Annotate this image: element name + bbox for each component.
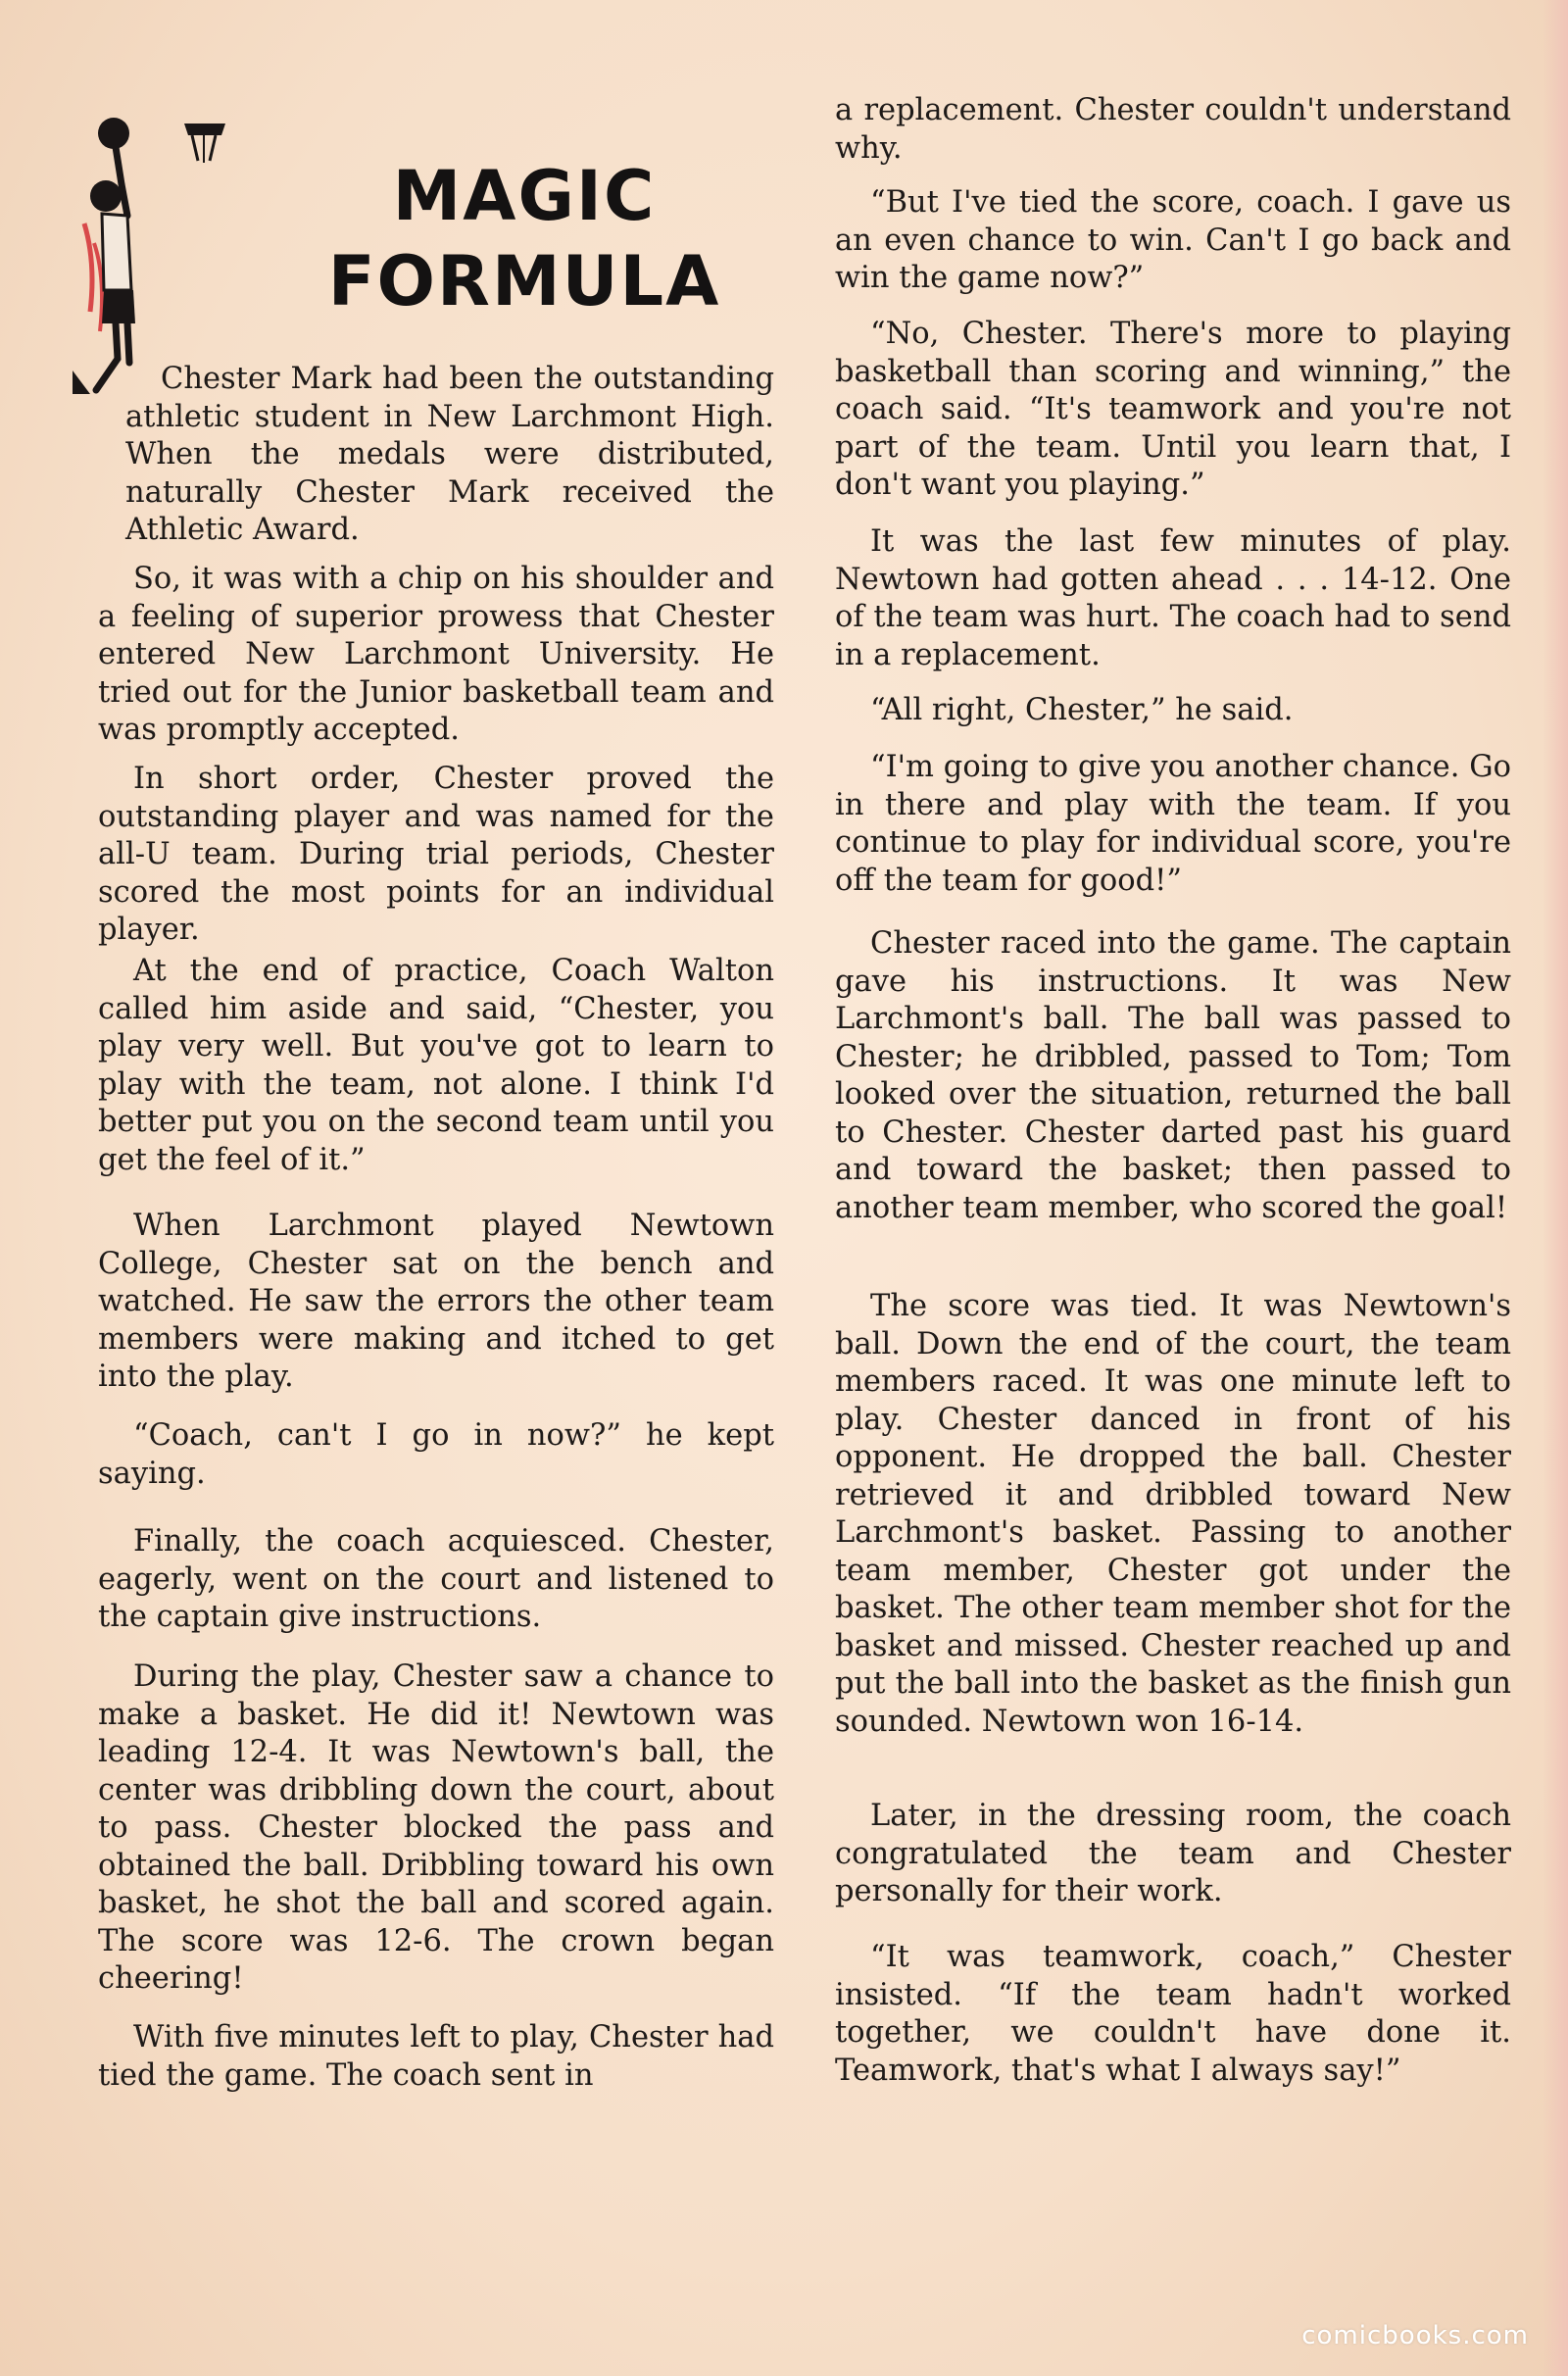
paragraph: “It was teamwork, coach,” Chester insisted. “If the team hadn't worked together, we couldn't have done it. Teamwork, that's what I always say!” xyxy=(835,1940,1511,2088)
paragraph: “I'm going to give you another chance. Go in there and play with the team. If you continue to play for individual score, you're off the team for good!” xyxy=(835,750,1511,898)
watermark: comicbooks.com xyxy=(1301,2321,1529,2351)
paragraph: “But I've tied the score, coach. I gave us an even chance to win. Can't I go back and win the game now?” xyxy=(835,185,1511,295)
paragraph: Chester raced into the game. The captain gave his instructions. It was New Larchmont's ball. The ball was passed to Chester; he dribbled, passed to Tom; Tom looked over the situation, returned the ball to Chester. Chester darted past his guard and toward the basket; then passed to another team member, who scored the goal! xyxy=(835,926,1511,1225)
paragraph: a replacement. Chester couldn't understand why. xyxy=(835,93,1511,166)
paragraph: So, it was with a chip on his shoulder and a feeling of superior prowess that Chester entered New Larchmont University. He tried out for the Junior basketball team and was promptly accepted. xyxy=(98,562,774,747)
paragraph: “No, Chester. There's more to playing basketball than scoring and winning,” the coach said. “It's teamwork and you're not part of the team. Until you learn that, I don't want you playing.” xyxy=(835,317,1511,502)
paragraph: In short order, Chester proved the outstanding player and was named for the all-U team. During trial periods, Chester scored the most points for an individual player. xyxy=(98,762,774,947)
page-title-line-2: FORMULA xyxy=(327,241,721,322)
paragraph: Chester Mark had been the outstanding athletic student in New Larchmont High. When the medals were distributed, naturally Chester Mark received the Athletic Award. xyxy=(125,362,774,547)
paragraph: The score was tied. It was Newtown's ball. Down the end of the court, the team members raced. It was one minute left to play. Chester danced in front of his opponent. He dropped the ball. Chester retrieved it and dribbled toward New Larchmont's basket. Passing to another team member, Chester got under the basket. The other team member shot for the basket and missed. Chester reached up and put the ball into the basket as the finish gun sounded. Newtown won 16-14. xyxy=(835,1289,1511,1739)
paragraph: “All right, Chester,” he said. xyxy=(870,693,1294,727)
page-title-line-1: MAGIC xyxy=(392,156,657,236)
page-edge xyxy=(1543,0,1568,2376)
paragraph: Finally, the coach acquiesced. Chester, eagerly, went on the court and listened to the captain give instructions. xyxy=(98,1524,774,1634)
basketball-player-icon xyxy=(67,106,241,400)
paragraph: It was the last few minutes of play. Newtown had gotten ahead . . . 14-12. One of the team was hurt. The coach had to send in a replacement. xyxy=(835,524,1511,672)
paragraph: With five minutes left to play, Chester had tied the game. The coach sent in xyxy=(98,2020,774,2093)
paragraph: Later, in the dressing room, the coach congratulated the team and Chester personally for their work. xyxy=(835,1799,1511,1908)
paragraph: During the play, Chester saw a chance to make a basket. He did it! Newtown was leading 12-4. It was Newtown's ball, the center was dribbling down the court, about to pass. Chester blocked the pass and obtained the ball. Dribbling toward his own basket, he shot the ball and scored again. The score was 12-6. The crown began cheering! xyxy=(98,1659,774,1996)
paragraph: When Larchmont played Newtown College, Chester sat on the bench and watched. He saw the errors the other team members were making and itched to get into the play. xyxy=(98,1209,774,1394)
paragraph: “Coach, can't I go in now?” he kept saying. xyxy=(98,1418,774,1491)
paragraph: At the end of practice, Coach Walton called him aside and said, “Chester, you play very well. But you've got to learn to play with the team, not alone. I think I'd better put you on the second team until you get the feel of it.” xyxy=(98,954,774,1177)
